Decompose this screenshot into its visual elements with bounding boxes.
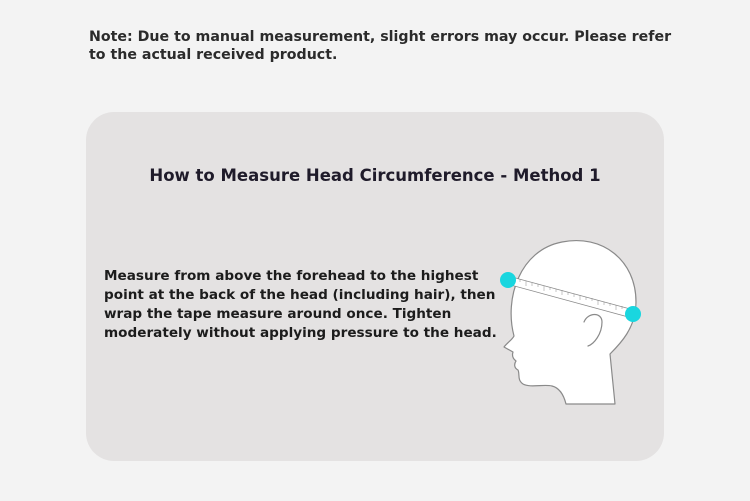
instruction-text: Measure from above the forehead to the highest point at the back of the head (including hair), then wrap the tape measure around once. Tighten moderately without applying pressure to the head. [104,268,497,341]
head-measurement-icon [490,228,650,406]
back-marker [625,306,641,322]
head-outline [504,241,636,404]
measurement-note: Note: Due to manual measurement, slight errors may occur. Please refer to the actual received product. [89,29,672,63]
instruction-card [86,112,664,461]
card-title: How to Measure Head Circumference - Method 1 [149,166,601,185]
front-marker [500,272,516,288]
